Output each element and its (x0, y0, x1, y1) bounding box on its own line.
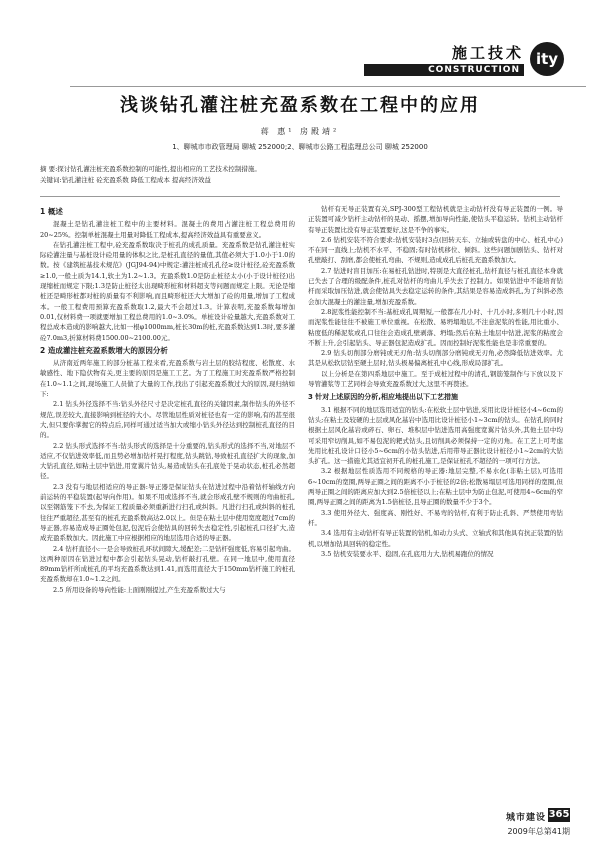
paragraph: 从济南近两年施工的部分桩基工程来看,充盈系数与岩土层的胶结程度、松散度、水敏感性、地下隐伏物有关,更主要的原因是施工工艺。为了工程施工时充盈系数严格控制在1.0~1.1之间,现场施工人员做了大量的工作,找出了引起充盈系数过大的原因,现归纳如下: (40, 359, 295, 399)
paragraph: 3.3 使用外径大、强度高、刚性好、不易弯的钻杆,有利于防止孔斜、严禁使用弯钻杆。 (308, 508, 563, 527)
paragraph: 2.7 钻进时盲目加压:在易桩孔钻进时,特别是大直径桩孔,钻杆直径与桩孔直径本身就已失去了合理的级配条件,桩孔对钻杆的弯曲儿乎失去了控制力。如果钻进中不能培育钻杆而采取加压钻进,就会使钻具失去稳定运转的条件,其结果是容易造成斜孔,为了纠斜必然会加大混凝土的灌注量,增加充盈系数。 (308, 266, 563, 306)
paragraph: 3.2 根据地层性质选用不同规格的导正器:地层完整,不易水化(非粘土层),可选用6~10cm的宽圈,两导正圈之间的距离不小于桩径的2倍;松散易塌层可选用同样的宽圈,但两导正圈之间的距离应加大到2.5倍桩径以上;在粘土层中为防止包泥,可使用4~6cm的窄圈,两导正圈之间的距离为1.5倍桩径,且导正圈的数量不少于3个。 (308, 467, 563, 507)
article-title: 浅谈钻孔灌注桩充盈系数在工程中的应用 (120, 95, 480, 116)
authors: 蒋 惠¹ 房殿靖² (260, 127, 340, 136)
issue-label: 2009年总第41期 (507, 827, 570, 836)
paragraph: 在钻孔灌注桩工程中,砼充盈系数取决于桩孔的成孔质量。充盈系数是钻孔灌注桩实际砼灌注量与基桩设计砼用量的体积之比,是桩孔直径的量值,其值必须大于1.0小于1.0的数。按《建筑桩基技术规范》(JGJ94-94)中规定:灌注桩成孔孔径≥设计桩径,砼充盈系数≥1.0,一般土质为14.1,软土为1.2~1.3。充盈系数1.0是防止桩径太小(小于设计桩径)出现缩桩而规定下限;1.3是防止桩径太出现畸形桩和材料超支等问题而规定上限。无论是缩桩还是畸形桩都对桩的质量有不利影响,而且畸形桩还大大增加了砼的用量,增加了工程成本。一般工程费用预算充盈系数取1.2,最大不会超过1.3。计算表明,充盈系数每增加0.01,仅材料费一项就要增加工程总费用的1.0~3.0%。单桩设计砼量越大,充盈系数对工程总成本造成的影响越大,比如一根φ1000mm,桩长30m的桩,充盈系数达到1.3时,要多灌砼7.0m3,折算材料费1500.00~2100.00元。 (40, 240, 295, 342)
right-column (308, 204, 563, 559)
paragraph: 2.6 钻机安装不符合要求:钻机安装时3点(回转天车、立轴或转盘的中心、桩孔中心)不在同一直线上;钻机不水平、不稳固;有时钻机移位、倾斜。这些问题加剧钻头、钻杆对孔壁敲打、刮磨,都会使桩孔弯曲、不规则,造成成孔后桩孔充盈系数加大。 (308, 235, 563, 265)
column-header (342, 36, 582, 86)
paragraph: 2.1 钻头外径选择不当:钻头外径尺寸是决定桩孔直径的关键因素,制作钻头的外径不规范,误差较大,直接影响到桩径的大小。尽管地层性质对桩径也有一定的影响,有的甚至很大,但只要你掌握它的特点后,同样可通过适当加大或缩小钻头外径达到控制桩孔直径的目的。 (40, 400, 295, 440)
paragraph: 以上分析是在第四系地层中施工。至于成桩过程中的清孔,钢筋笼制作与下放以及下导管灌浆等工艺同样会导致充盈系数过大,这里不再赘述。 (308, 369, 563, 389)
abstract-rule (40, 196, 560, 197)
left-column (40, 204, 295, 595)
keywords: 关键词:钻孔灌注桩 砼充盈系数 降低工程成本 提高经济效益 (40, 176, 211, 184)
paragraph: 2.4 钻杆直径小:一是会导致桩孔环状间隙大,缓配差;二是钻杆强度低,容易引起弯曲。这两种原因在钻进过程中都会引起钻头晃动,钻杆敲打孔壁。在同一地层中,使用直径89mm钻杆所成桩孔的平均充盈系数达到1.41,而选用直径大于150mm钻杆施工的桩孔充盈系数却在1.0~1.2之间。 (40, 544, 295, 584)
section-heading: 3 针对上述原因的分析,相应地提出以下工艺措施 (308, 393, 458, 402)
header-rule (70, 86, 586, 87)
paragraph: 2.5 所用设备的导向性能:上面刚刚提过,产生充盈系数过大与 (53, 585, 226, 594)
paragraph: 2.8泥浆性能控制不当:基桩成孔周期短,一般都在几小时、十几小时,多则几十小时,因而泥浆性能往往不被施工单位重视。在松散、易坍塌地层,不注意泥浆的性能,用比重小、粘度低的稀泥浆或孔口往往会造成孔壁剥落、坍塌;然后在粘土地层中钻进,泥浆的粘度会不断上升,会引起钻头、导正器包泥造成扩孔。因而控制好泥浆性能也是非常重要的。 (308, 307, 563, 347)
paragraph: 钻杆有无导正装置有关,SPJ-300型工程钻机就是主动钻杆没有导正装置的一例。导正装置可减少钻杆主动钻杆的晃动、摇摆,增加导向性能,使钻头平稳运转。钻机主动钻杆有导正装置比没有导正装置要好,这是不争的事实。 (308, 205, 563, 234)
paragraph: 混凝土是钻孔灌注桩工程中的主要材料。混凝土的费用占灌注桩工程总费用的20~25%。控制单桩混凝土用量对降低工程成本,提高经济效益具有重要意义。 (40, 220, 295, 239)
journal-logo-icon: ity (530, 42, 564, 76)
paragraph: 2.9 钻头切削部分磨钝或无刃角:钻头切削部分磨钝或无刃角,必然降低钻进效率。尤其是从松软层钻至硬土层时,钻头极易偏离桩孔中心线,形成局部扩孔。 (308, 349, 563, 368)
abstract-block (40, 164, 560, 186)
abstract: 摘 要:探讨钻孔灌注桩充盈系数控制的可能性,提出相应的工艺技术控制措施。 (40, 165, 261, 173)
paragraph: 3.5 钻机安装要水平、稳固,在孔底用力大,钻机易跑位的情况 (321, 549, 494, 558)
column-name-en: CONSTRUCTION (428, 65, 520, 75)
paragraph: 2.3 没有与地层相适应的导正器:导正器是保证钻头在钻进过程中沿着钻杆轴线方向前运转的平稳装置(起导向作用)。如果不用或选择不当,就会形成孔壁不规则的弯曲桩孔,以至钢筋笼下不去,为保证工程质量必须重新进行扫孔或纠斜。凡进行扫孔或纠斜的桩孔往往严重超径,甚至有的桩孔充盈系数高达2.0以上。但是在粘土层中使用宽度超过7cm的导正器,容易造成导正圈处包泥,包泥后会使钻具的回转失去稳定性,引起桩孔口径扩大,造成充盈系数加大。因此施工中应根据相应的地层选用合适的导正器。 (40, 482, 295, 543)
affiliation: 1、聊城市市政管理局 聊城 252000;2、聊城市公路工程监理总公司 聊城 252000 (172, 143, 428, 151)
journal-name: 城市建设 (505, 813, 546, 823)
paragraph: 3.4 选用有主动钻杆有导正装置的钻机,如动力头式、立轴式和其他具有抗正装置的钻机,以增加钻具回转的稳定性。 (308, 529, 563, 548)
section-heading: 2 造成灌注桩充盈系数增大的原因分析 (40, 345, 168, 355)
paragraph: 3.1 根据不同的地层选用适宜的钻头:在松软土层中钻进,采用比设计桩径小4~6cm的钻头;在粘土及较硬的土层或风化基岩中选用比设计桩径小1~3cm的钻头。在钻孔的同时根据土层风化基岩或碎石、卵石、堆积层中钻进选用高强度宽翼片钻头外,其他土层中均可采用窄切削具,如不易包泥的耙式钻头,且切削具必须保持一定的刃角。在工艺上可考虑先用比桩孔设计口径小5~6cm的小钻头钻进,后用带导正器比设计桩径小1~2cm的大钻头扩孔。这一措施尤其适宜初开孔的桩孔施工,是保证桩孔不超径的一项可行方法。 (308, 405, 563, 466)
page-number: 365 (548, 809, 570, 820)
column-name: 施工技术 (451, 44, 524, 62)
paragraph: 2.2 钻头形式选择不当:钻头形式的选择是十分重要的,钻头形式的选择不当,对地层不适应,不仅钻进效率低,而且势必增加钻杆晃打程度,钻头跳钻,导致桩孔直径扩大的现象,加大钻孔直径,如粘土层中钻进,用宽翼片钻头,易造成钻头在孔底处于晃动状态,桩孔必然超径。 (40, 441, 295, 481)
section-heading: 1 概述 (40, 207, 63, 216)
page-footer (382, 806, 582, 840)
